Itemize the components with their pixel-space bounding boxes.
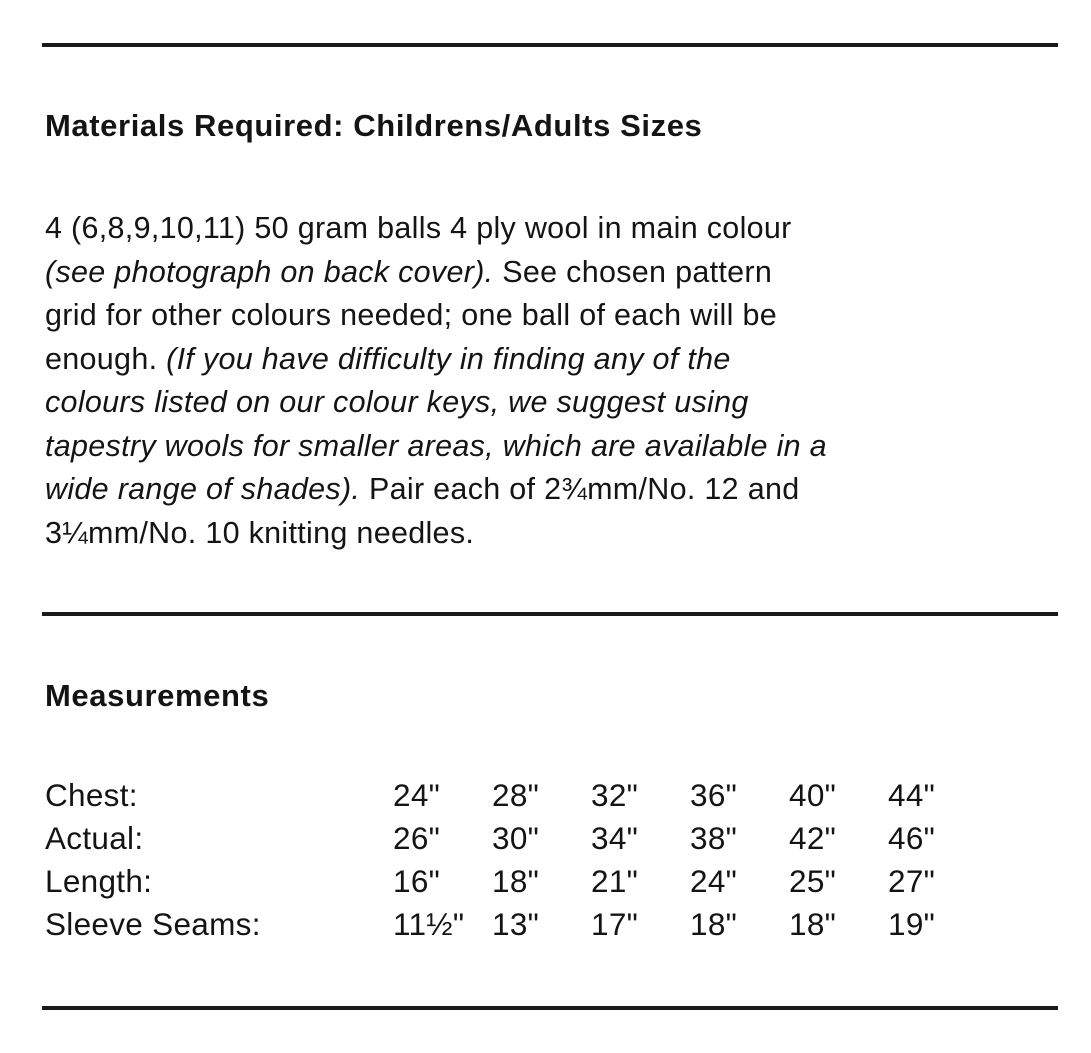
size-value: 24" [690,863,738,899]
size-value: 46" [888,820,936,856]
table-row [45,860,987,903]
size-value: 26" [393,820,441,856]
size-value: 18" [492,863,540,899]
row-label: Length: [45,863,153,899]
size-value: 44" [888,777,936,813]
size-value: 28" [492,777,540,813]
materials-line: wide range of shades). Pair each of 2¾mm/No. 12 and [45,472,800,506]
materials-line: enough. (If you have difficulty in finding any of the [45,341,731,376]
table-row [45,774,987,817]
size-value: 34" [591,820,639,856]
materials-line: grid for other colours needed; one ball of each will be [45,298,777,332]
size-value: 18" [789,906,837,942]
size-value: 21" [591,863,639,899]
size-value: 11½" [393,906,465,942]
size-value: 42" [789,820,837,856]
size-value: 32" [591,777,639,813]
size-value: 30" [492,820,540,856]
materials-line: tapestry wools for smaller areas, which are available in a [45,428,827,463]
middle-divider [42,612,1058,616]
size-value: 36" [690,777,738,813]
materials-line: colours listed on our colour keys, we suggest using [45,385,749,419]
table-row [45,903,987,946]
size-value: 38" [690,820,738,856]
row-label: Chest: [45,777,138,813]
materials-line: 4 (6,8,9,10,11) 50 gram balls 4 ply wool in main colour [45,211,792,245]
row-label: Actual: [45,820,144,856]
size-value: 27" [888,863,936,899]
bottom-divider [42,1006,1058,1010]
size-value: 40" [789,777,837,813]
size-value: 25" [789,863,837,899]
measurements-table [45,774,987,946]
materials-paragraph [45,207,1055,555]
materials-line: 3¼mm/No. 10 knitting needles. [45,515,475,550]
size-value: 16" [393,863,441,899]
size-value: 18" [690,906,738,942]
size-value: 17" [591,906,639,942]
top-divider [42,43,1058,47]
table-row [45,817,987,860]
size-value: 24" [393,777,441,813]
size-value: 13" [492,906,540,942]
materials-line: (see photograph on back cover). See chosen pattern [45,254,773,289]
measurements-heading: Measurements [45,678,270,713]
materials-heading: Materials Required: Childrens/Adults Sizes [45,108,703,143]
size-value: 19" [888,906,936,942]
row-label: Sleeve Seams: [45,906,261,942]
